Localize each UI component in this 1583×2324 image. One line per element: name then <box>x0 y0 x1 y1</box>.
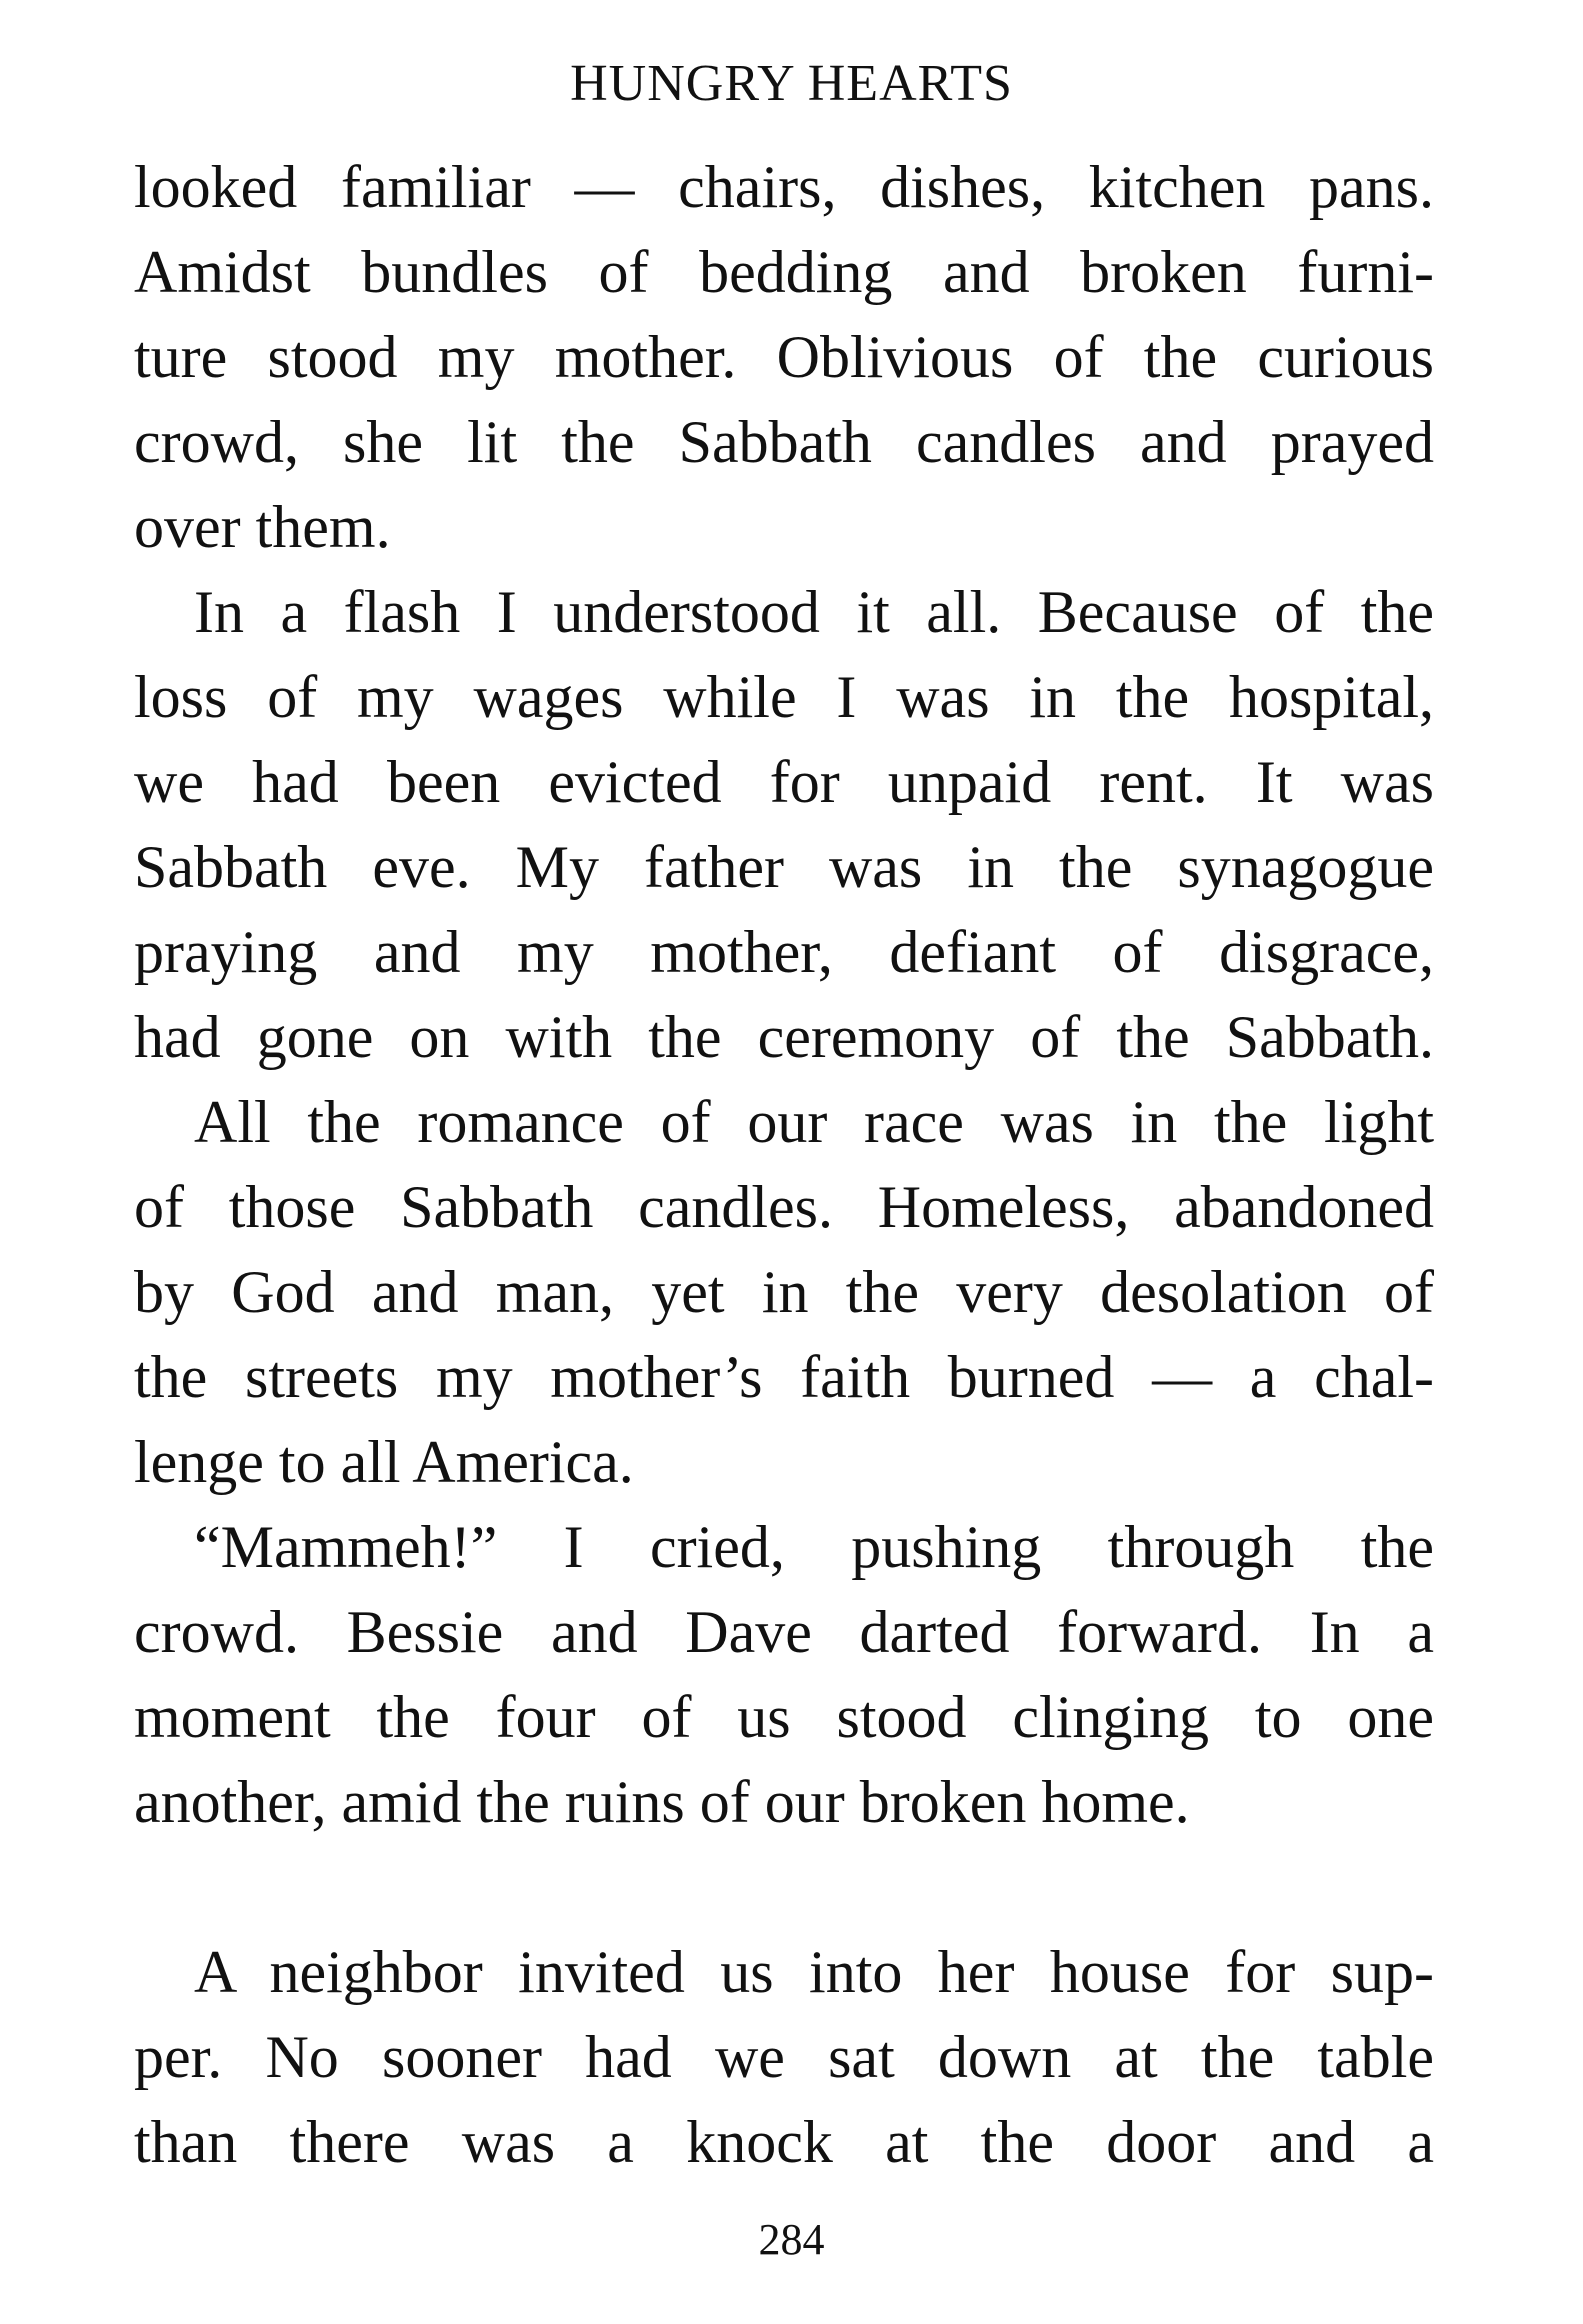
text-line: Amidst bundles of bedding and broken furni- <box>134 239 1434 305</box>
text-line: per. No sooner had we sat down at the table <box>134 2024 1434 2090</box>
text-line: looked familiar — chairs, dishes, kitchen pans. <box>134 154 1434 220</box>
text-line: the streets my mother’s faith burned — a chal- <box>134 1344 1434 1410</box>
body-text <box>134 145 1434 2185</box>
section-break <box>134 1845 1434 1930</box>
text-line: had gone on with the ceremony of the Sabbath. <box>134 1004 1434 1070</box>
text-line: we had been evicted for unpaid rent. It was <box>134 749 1434 815</box>
text-line: In a flash I understood it all. Because of the <box>194 579 1434 645</box>
text-line: “Mammeh!” I cried, pushing through the <box>194 1514 1434 1580</box>
text-line: than there was a knock at the door and a <box>134 2109 1434 2175</box>
text-line: crowd. Bessie and Dave darted forward. In a <box>134 1599 1434 1665</box>
text-line: crowd, she lit the Sabbath candles and prayed <box>134 409 1434 475</box>
text-line: of those Sabbath candles. Homeless, abandoned <box>134 1174 1434 1240</box>
text-line: praying and my mother, defiant of disgrace, <box>134 919 1434 985</box>
text-line: ture stood my mother. Oblivious of the curious <box>134 324 1434 390</box>
text-line: Sabbath eve. My father was in the synagogue <box>134 834 1434 900</box>
text-line: by God and man, yet in the very desolation of <box>134 1259 1434 1325</box>
page-number: 284 <box>758 2215 825 2264</box>
text-line: loss of my wages while I was in the hospital, <box>134 664 1434 730</box>
text-line: another, amid the ruins of our broken home. <box>134 1769 1190 1835</box>
text-line: A neighbor invited us into her house for sup- <box>194 1939 1434 2005</box>
text-line: over them. <box>134 494 391 560</box>
running-head: HUNGRY HEARTS <box>570 55 1013 112</box>
text-line: moment the four of us stood clinging to one <box>134 1684 1434 1750</box>
text-line: lenge to all America. <box>134 1429 634 1495</box>
text-line: All the romance of our race was in the light <box>194 1089 1434 1155</box>
